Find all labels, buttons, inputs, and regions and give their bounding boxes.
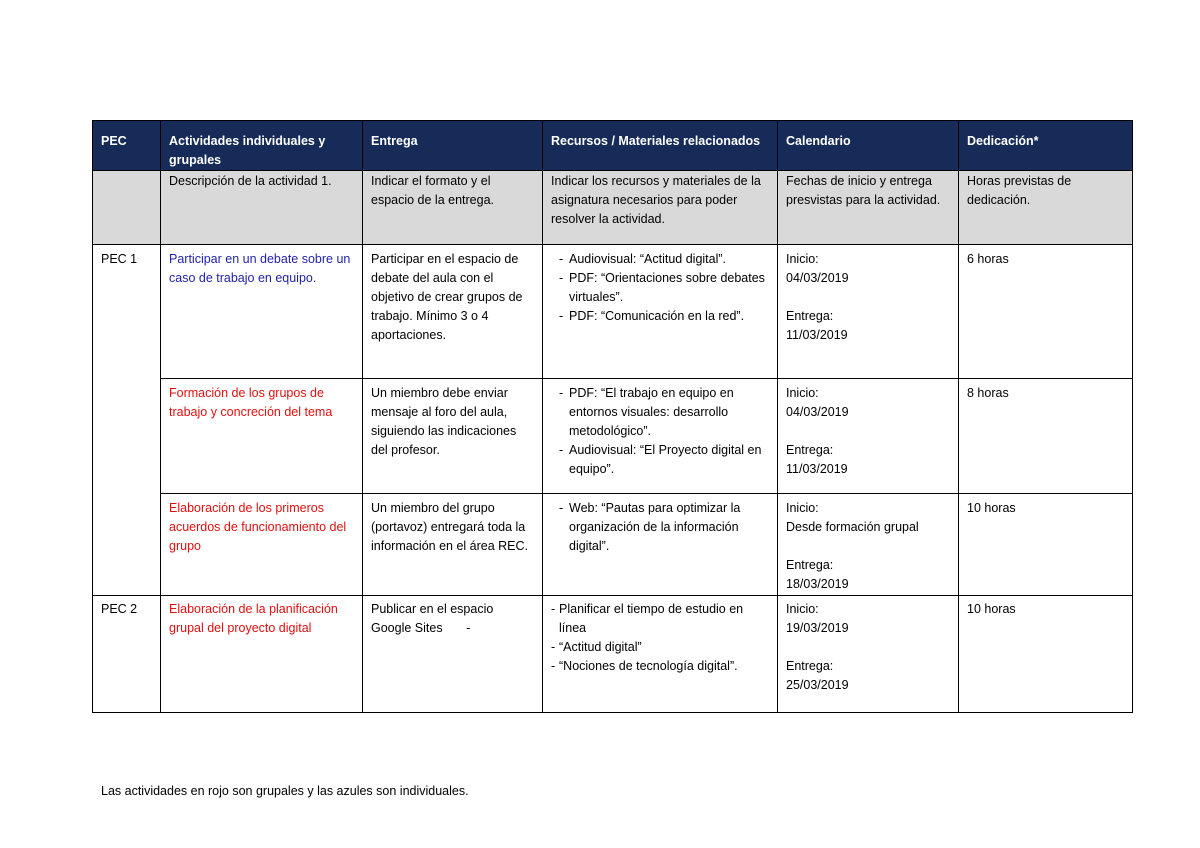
- header-activities: Actividades individuales y grupales: [161, 121, 363, 171]
- table-row: [93, 494, 1133, 596]
- dedication-cell: 10 horas: [959, 596, 1133, 713]
- activity-cell: Participar en un debate sobre un caso de trabajo en equipo.: [161, 245, 363, 379]
- dedication-cell: 6 horas: [959, 245, 1133, 379]
- desc-dedication: Horas previstas de dedicación.: [959, 171, 1133, 245]
- resources-cell: [543, 245, 778, 379]
- footnote: Las actividades en rojo son grupales y las azules son individuales.: [101, 784, 469, 798]
- desc-pec: [93, 171, 161, 245]
- dedication-cell: 8 horas: [959, 379, 1133, 494]
- bullet-dash: -: [551, 659, 556, 673]
- resource-text: “Nociones de tecnología digital”.: [559, 659, 738, 673]
- bullet-dash: -: [559, 271, 564, 285]
- resource-text: PDF: “Orientaciones sobre debates virtuales”.: [569, 271, 765, 304]
- bullet-dash: -: [551, 602, 556, 616]
- calendar-end-label: Entrega:: [786, 558, 834, 572]
- pec-label: PEC 2: [93, 596, 161, 713]
- table-row: [93, 379, 1133, 494]
- calendar-start-date: 19/03/2019: [786, 621, 849, 635]
- header-resources: Recursos / Materiales relacionados: [543, 121, 778, 171]
- resources-cell: [543, 494, 778, 596]
- pec-label: [93, 379, 161, 494]
- calendar-end-label: Entrega:: [786, 309, 834, 323]
- calendar-end-date: 11/03/2019: [786, 328, 848, 342]
- resource-item: [551, 307, 771, 326]
- bullet-dash: -: [559, 386, 564, 400]
- dedication-cell: 10 horas: [959, 494, 1133, 596]
- activity-cell: Elaboración de los primeros acuerdos de funcionamiento del grupo: [161, 494, 363, 596]
- activity-cell: Formación de los grupos de trabajo y concreción del tema: [161, 379, 363, 494]
- bullet-dash: -: [559, 443, 564, 457]
- calendar-end-date: 18/03/2019: [786, 577, 849, 591]
- calendar-end-label: Entrega:: [786, 443, 834, 457]
- delivery-cell: [363, 596, 543, 713]
- activity-cell: Elaboración de la planificación grupal del proyecto digital: [161, 596, 363, 713]
- resource-item: [551, 638, 771, 657]
- resource-text: Planificar el tiempo de estudio en línea: [559, 602, 744, 635]
- bullet-dash: -: [559, 501, 564, 515]
- resource-text: Web: “Pautas para optimizar la organización de la información digital”.: [569, 501, 741, 553]
- pec-label: [93, 494, 161, 596]
- resource-item: [551, 250, 771, 269]
- calendar-end-date: 25/03/2019: [786, 678, 849, 692]
- calendar-start-label: Inicio:: [786, 252, 819, 266]
- table-header-row: [93, 121, 1133, 171]
- desc-calendar: Fechas de inicio y entrega presvistas para la actividad.: [778, 171, 959, 245]
- calendar-cell: [778, 596, 959, 713]
- calendar-start-label: Inicio:: [786, 602, 819, 616]
- resource-text: Audiovisual: “Actitud digital”.: [569, 252, 727, 266]
- bullet-dash: -: [559, 252, 564, 266]
- pec-label: PEC 1: [93, 245, 161, 379]
- resource-item: [551, 269, 771, 307]
- delivery-dash: -: [466, 621, 471, 635]
- resource-item: [551, 384, 771, 441]
- calendar-cell: [778, 379, 959, 494]
- calendar-cell: [778, 494, 959, 596]
- calendar-start-date: Desde formación grupal: [786, 520, 919, 534]
- header-calendar: Calendario: [778, 121, 959, 171]
- calendar-end-label: Entrega:: [786, 659, 834, 673]
- calendar-start-date: 04/03/2019: [786, 405, 849, 419]
- calendar-start-date: 04/03/2019: [786, 271, 849, 285]
- calendar-start-label: Inicio:: [786, 386, 819, 400]
- resource-item: [551, 600, 771, 638]
- desc-resources: Indicar los recursos y materiales de la asignatura necesarios para poder resolver la actividad.: [543, 171, 778, 245]
- resources-cell: [543, 596, 778, 713]
- resource-item: [551, 657, 771, 676]
- calendar-start-label: Inicio:: [786, 501, 819, 515]
- table-row: [93, 245, 1133, 379]
- calendar-cell: [778, 245, 959, 379]
- resource-text: PDF: “El trabajo en equipo en entornos visuales: desarrollo metodológico”.: [569, 386, 734, 438]
- calendar-end-date: 11/03/2019: [786, 462, 848, 476]
- resource-text: Audiovisual: “El Proyecto digital en equipo”.: [569, 443, 762, 476]
- desc-delivery: Indicar el formato y el espacio de la entrega.: [363, 171, 543, 245]
- delivery-cell: Un miembro debe enviar mensaje al foro del aula, siguiendo las indicaciones del profesor.: [363, 379, 543, 494]
- resources-cell: [543, 379, 778, 494]
- resource-item: [551, 499, 771, 556]
- resource-text: “Actitud digital”: [559, 640, 642, 654]
- header-dedication: Dedicación*: [959, 121, 1133, 171]
- resource-text: PDF: “Comunicación en la red”.: [569, 309, 745, 323]
- description-row: [93, 171, 1133, 245]
- resource-item: [551, 441, 771, 479]
- bullet-dash: -: [559, 309, 564, 323]
- desc-activity: Descripción de la actividad 1.: [161, 171, 363, 245]
- table-row: [93, 596, 1133, 713]
- bullet-dash: -: [551, 640, 556, 654]
- activities-table: [92, 120, 1133, 713]
- header-delivery: Entrega: [363, 121, 543, 171]
- delivery-cell: Un miembro del grupo (portavoz) entregará toda la información en el área REC.: [363, 494, 543, 596]
- header-pec: PEC: [93, 121, 161, 171]
- delivery-cell: Participar en el espacio de debate del aula con el objetivo de crear grupos de trabajo. Mínimo 3 o 4 aportaciones.: [363, 245, 543, 379]
- delivery-text: Publicar en el espacio Google Sites: [371, 602, 494, 635]
